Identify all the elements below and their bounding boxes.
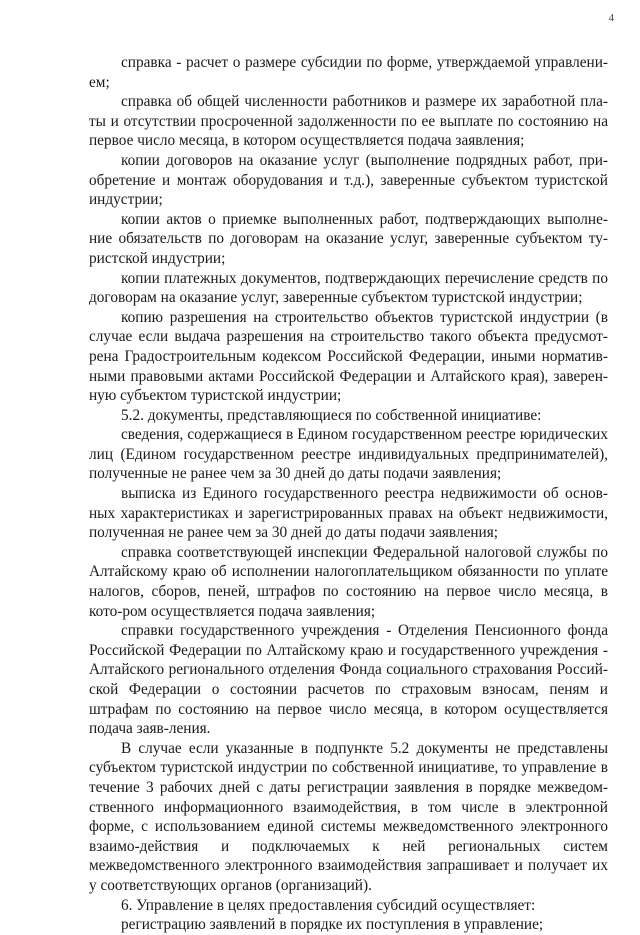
paragraph-section-5-2: 5.2. документы, представляющиеся по собственной инициативе: — [121, 406, 542, 424]
paragraph-application-registration: регистрацию заявлений в порядке их поступления в управление; — [121, 916, 544, 934]
paragraph-tax-certificate: справка соответствующей инспекции Федеральной налоговой службы по Алтайскому краю об исполнении налогоплательщиком обязанности по уплате налогов, сборов, пеней, штрафов по состоянию на первое число месяца, в кото-ром осуществляется подача заявления; — [89, 543, 608, 620]
paragraph-section-6: 6. Управление в целях предоставления субсидий осуществляет: — [121, 896, 536, 914]
paragraph-service-contracts: копии договоров на оказание услуг (выполнение подрядных работ, при-обретение и монтаж оборудования и т.д.), заверенные субъектом туристской индустрии; — [89, 151, 608, 209]
document-body — [89, 53, 608, 935]
paragraph-payment-documents: копии платежных документов, подтверждающих перечисление средств по договорам на оказание услуг, заверенные субъектом туристской индустрии; — [89, 269, 608, 307]
page-number: 4 — [608, 12, 614, 24]
paragraph-employee-count: справка об общей численности работников и размере их заработной пла-ты и отсутствии просроченной задолженности по ее выплате по состоянию на первое число месяца, в котором осуществляется подача заявления; — [89, 93, 608, 150]
paragraph-real-estate-extract: выписка из Единого государственного реестра недвижимости об основ-ных характеристиках и зарегистрированных правах на объект недвижимости, полученная не ранее чем за 30 дней до даты подачи заявления; — [89, 485, 608, 542]
paragraph-acceptance-acts: копии актов о приемке выполненных работ, подтверждающих выполне-ние обязательств по договорам на оказание услуг, заверенные субъектом ту-ристской индустрии; — [89, 210, 608, 267]
paragraph-interagency-request: В случае если указанные в подпункте 5.2 документы не представлены субъектом туристской индустрии по собственной инициативе, то управление в течение 3 рабочих дней с даты регистрации заявления в порядке межведом-ственного информационного взаимодействия, в том числе в электронной форме, с использованием единой системы межведомственного электронного взаимо-действия и подключаемых к ней региональных систем межведомственного электронного взаимодействия запрашивает и получает их у соответствующих органов (организаций). — [89, 739, 608, 894]
paragraph-pension-fund-certificates: справки государственного учреждения - Отделения Пенсионного фонда Российской Федерации по Алтайскому краю и государственного учреждения - Алтайского регионального отделения Фонда социального страхования Россий-ской Федерации о состоянии расчетов по страховым взносам, пеням и штрафам по состоянию на первое число месяца, в котором осуществляется подача заяв-ления. — [89, 622, 608, 738]
paragraph-construction-permit: копию разрешения на строительство объектов туристской индустрии (в случае если выдача разрешения на строительство такого объекта предусмот-рена Градостроительным кодексом Российской Федерации, иными норматив-ными правовыми актами Российской Федерации и Алтайского края), заверен-ную субъектом туристской индустрии; — [89, 308, 608, 405]
paragraph-legal-entities-register: сведения, содержащиеся в Едином государственном реестре юридических лиц (Едином государственном реестре индивидуальных предпринимателей), полученные не ранее чем за 30 дней до даты подачи заявления; — [89, 426, 608, 483]
paragraph-subsidy-calculation: справка - расчет о размере субсидии по форме, утверждаемой управлени-ем; — [89, 54, 608, 91]
